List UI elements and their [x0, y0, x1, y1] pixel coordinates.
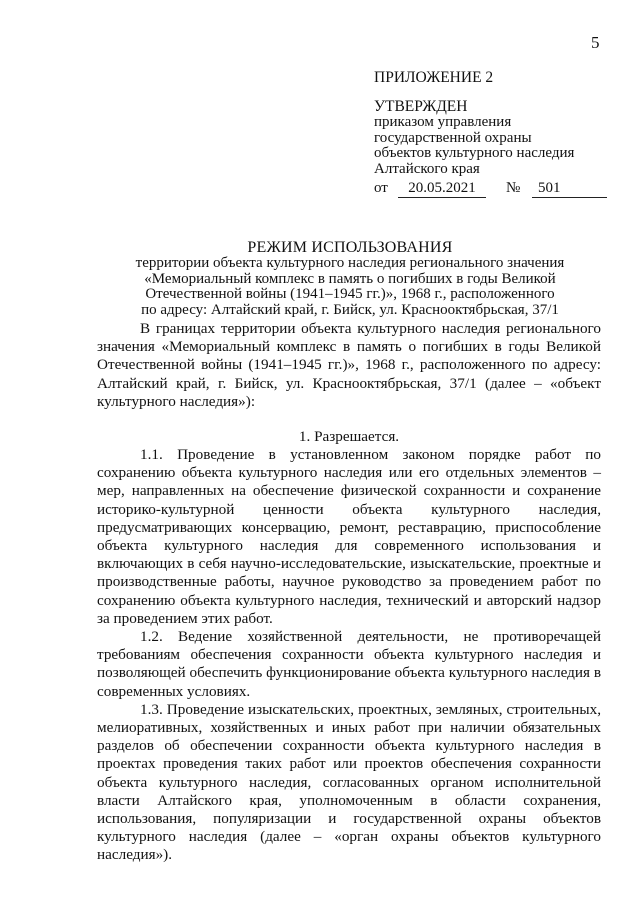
heading-line: Отечественной войны (1941–1945 гг.)», 1968 г., расположенного: [145, 286, 555, 302]
approval-block: [374, 69, 614, 198]
order-date-line: [374, 180, 614, 198]
document-heading: [40, 239, 640, 318]
date-prefix: от: [374, 180, 388, 196]
section-1: [97, 428, 601, 865]
heading-line: территории объекта культурного наследия регионального значения: [135, 255, 565, 271]
intro-block: [97, 320, 601, 411]
order-line: Алтайского края: [374, 160, 480, 177]
number-sign: №: [506, 180, 521, 196]
section-title: 1. Разрешается.: [298, 428, 400, 445]
order-line: объектов культурного наследия: [374, 145, 575, 161]
paragraph-1-3: 1.3. Проведение изыскательских, проектных, земляных, строительных, мелиоративных, хозяйственных и иных работ при наличии обязательных разделов об обеспечении сохранности объекта культурного наследия в проектах проведения таких работ или проектов обеспечения сохранности объекта культурного наследия, согласованных органом исполнительной власти Алтайского края, уполномоченным в области сохранения, использования, популяризации и государственной охраны объектов культурного наследия (далее – «орган охраны объектов культурного наследия»).: [97, 700, 601, 864]
page-number: 5: [591, 33, 600, 52]
order-line: государственной охраны: [374, 129, 532, 146]
intro-paragraph: В границах территории объекта культурного наследия регионального значения «Мемориальный комплекс в память о погибших в годы Великой Отечественной войны (1941–1945 гг.)», 1968 г., расположенного по адресу: Алтайский край, г. Бийск, ул. Краснооктябрьская, 37/1 (далее – «объект культурного наследия»):: [97, 320, 601, 410]
order-date: 20.05.2021: [398, 180, 486, 198]
appendix-label: ПРИЛОЖЕНИЕ 2: [374, 69, 494, 86]
paragraph-1-1: 1.1. Проведение в установленном законом порядке работ по сохранению объекта культурного наследия или его отдельных элементов – мер, направленных на обеспечение физической сохранности и сохранение историко-культурной ценности объекта культурного наследия, предусматривающих консервацию, ремонт, реставрацию, приспособление объекта культурного наследия для современного использования и включающих в себя научно-исследовательские, изыскательские, проектные и производственные работы, научное руководство за проведением работ по сохранению объекта культурного наследия, технический и авторский надзор за проведением этих работ.: [97, 446, 601, 627]
heading-line: «Мемориальный комплекс в память о погибших в годы Великой: [144, 270, 556, 287]
order-number: 501: [532, 180, 607, 198]
approved-label: УТВЕРЖДЕН: [374, 98, 468, 115]
document-title: РЕЖИМ ИСПОЛЬЗОВАНИЯ: [247, 239, 453, 256]
paragraph-1-2: 1.2. Ведение хозяйственной деятельности, не противоречащей требованиям обеспечения сохранности объекта культурного наследия и позволяющей обеспечить функционирование объекта культурного наследия в современных условиях.: [97, 628, 601, 700]
heading-line: по адресу: Алтайский край, г. Бийск, ул. Краснооктябрьская, 37/1: [141, 301, 559, 318]
order-line: приказом управления: [374, 114, 512, 130]
